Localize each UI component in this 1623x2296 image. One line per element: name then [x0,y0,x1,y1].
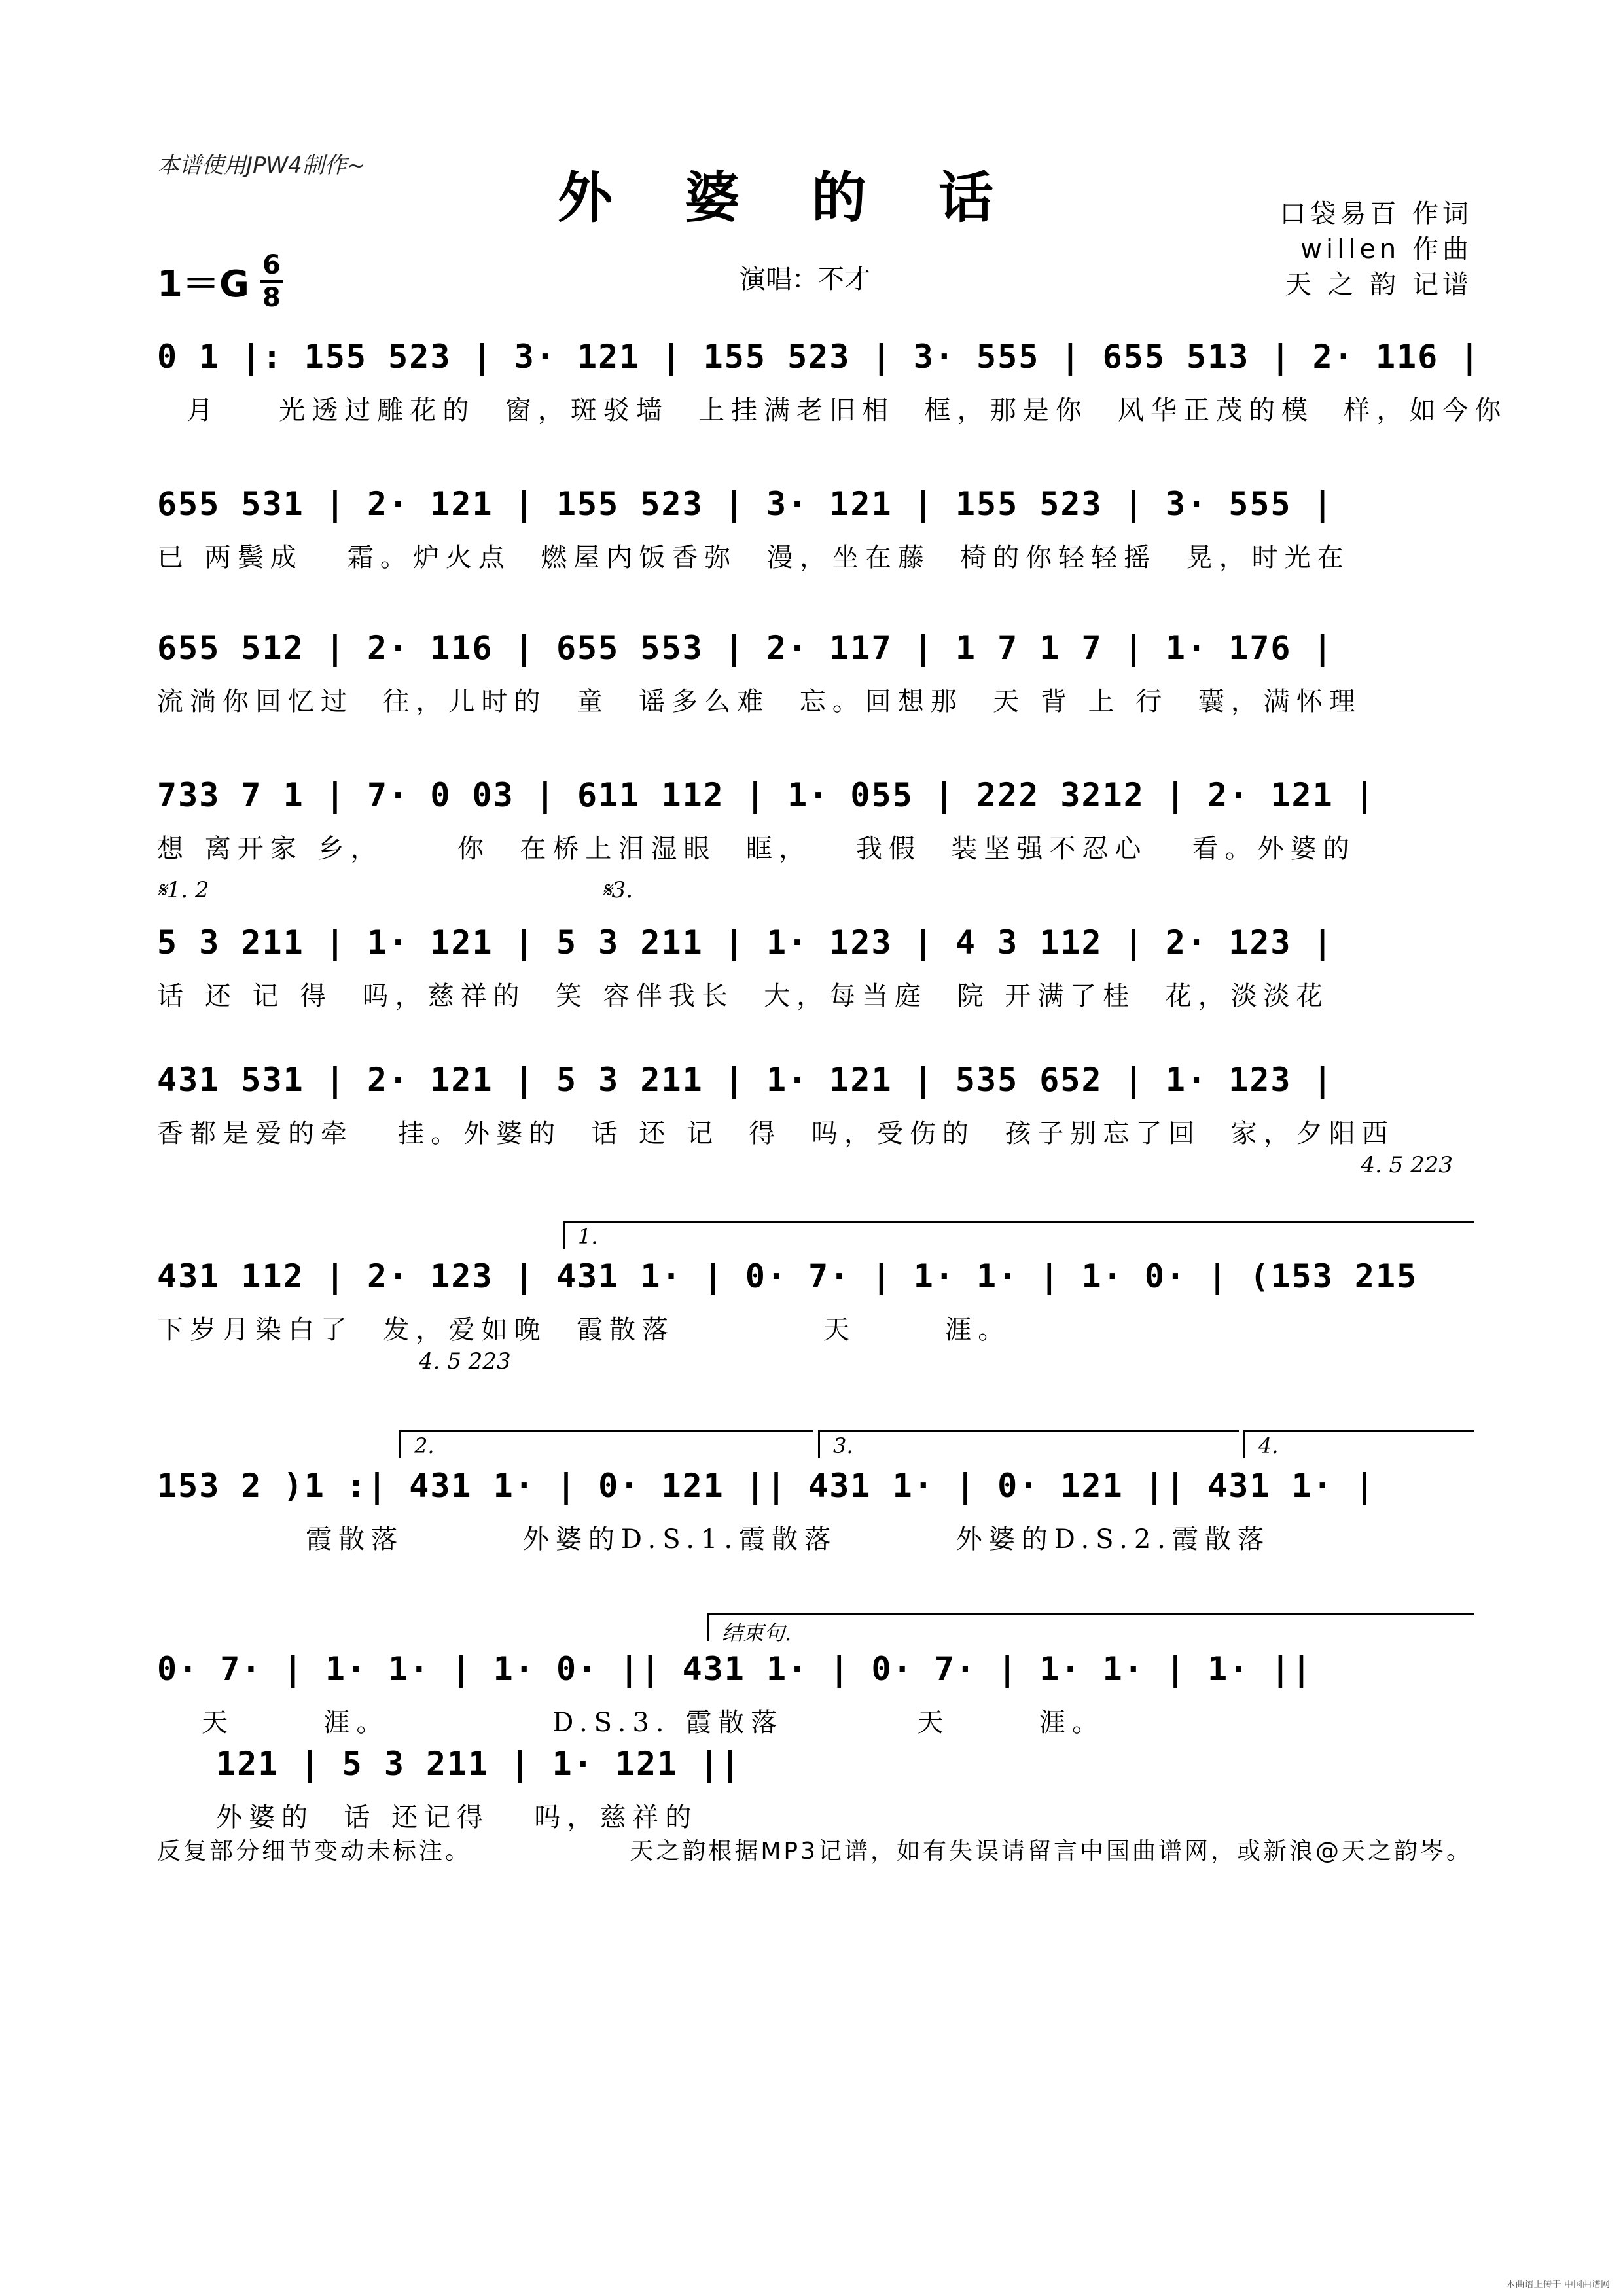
notes-line: 5 3 211 | 1· 121 | 5 3 211 | 1· 123 | 4 3 112 | 2· 123 | [157,924,1334,961]
credits [1279,196,1472,302]
watermark-text: 本曲谱上传于 中国曲谱网 [1506,2280,1610,2290]
alternate-notes: 4. 5 223 [1361,1152,1453,1178]
footer-note-left: 反复部分细节变动未标注。 [157,1838,472,1865]
notes-line: 121 | 5 3 211 | 1· 121 || [216,1745,741,1783]
alternate-notes: 4. 5 223 [419,1348,511,1374]
lyricist-credit: 口袋易百 作词 [1279,199,1472,229]
time-top: 6 [262,250,281,280]
lyrics-line: 霞散落 外婆的D.S.1.霞散落 外婆的D.S.2.霞散落 [157,1524,1271,1554]
score-system-7 [157,1224,1472,1374]
score-system-6 [157,1054,1472,1178]
key-label: 1＝G [157,263,249,306]
composer-credit: willen 作曲 [1300,234,1472,264]
volta-bracket-1: 1. [563,1221,1474,1249]
segno-mark-1: 𝄋1. 2 [157,877,209,903]
score-system-3 [157,622,1472,721]
score-system-8 [157,1433,1472,1559]
lyrics-line: 天 涯。 D.S.3. 霞散落 天 涯。 [157,1708,1105,1738]
score-system-9 [157,1621,1472,1742]
score-system-5 [157,877,1472,1016]
lyrics-line: 已 两鬓成 霜。炉火点 燃屋内饭香弥 漫，坐在藤 椅的你轻轻摇 晃，时光在 [157,543,1350,573]
transcriber-credit: 天 之 韵 记谱 [1285,270,1472,300]
lyrics-line: 下岁月染白了 发，爱如晚 霞散落 天 涯。 [157,1315,1011,1345]
notes-line: 431 112 | 2· 123 | 431 1· | 0· 7· | 1· 1· | 1· 0· | (153 215 [157,1257,1418,1295]
notes-line: 431 531 | 2· 121 | 5 3 211 | 1· 121 | 535 652 | 1· 123 | [157,1061,1334,1099]
notes-line: 655 531 | 2· 121 | 155 523 | 3· 121 | 155 523 | 3· 555 | [157,485,1334,523]
lyrics-line: 外婆的 话 还记得 吗，慈祥的 [216,1803,698,1833]
notes-line: 0· 7· | 1· 1· | 1· 0· || 431 1· | 0· 7· | 1· 1· | 1· || [157,1650,1313,1688]
score-system-10 [216,1738,740,1837]
lyrics-line: 月 光透过雕花的 窗，斑驳墙 上挂满老旧相 框，那是你 风华正茂的模 样，如今你 [157,395,1508,425]
volta-bracket-2: 2. [399,1430,813,1458]
notes-line: 655 512 | 2· 116 | 655 553 | 2· 117 | 1 7 1 7 | 1· 176 | [157,629,1334,667]
score-system-4 [157,769,1472,869]
notes-line: 733 7 1 | 7· 0 03 | 611 112 | 1· 055 | 222 3212 | 2· 121 | [157,776,1376,814]
ending-bracket: 结束句. [707,1613,1474,1641]
key-signature [157,252,283,311]
lyrics-line: 香都是爱的牵 挂。外婆的 话 还 记 得 吗，受伤的 孩子别忘了回 家，夕阳西 [157,1119,1395,1149]
segno-mark-2: 𝄋3. [602,877,633,903]
lyrics-line: 话 还 记 得 吗，慈祥的 笑 容伴我长 大，每当庭 院 开满了桂 花，淡淡花 [157,981,1329,1011]
lyrics-line: 流淌你回忆过 往，儿时的 童 谣多么难 忘。回想那 天 背 上 行 囊，满怀理 [157,687,1362,717]
notes-line: 153 2 )1 :| 431 1· | 0· 121 || 431 1· | 0· 121 || 431 1· | [157,1467,1376,1505]
score-system-2 [157,478,1472,577]
song-title: 外婆的话 [557,165,1065,230]
score-system-1 [157,331,1508,430]
volta-bracket-3: 3. [818,1430,1239,1458]
volta-bracket-4: 4. [1243,1430,1474,1458]
maker-note: 本谱使用JPW4制作~ [157,152,366,179]
time-bottom: 8 [262,283,281,313]
singer: 演唱：不才 [740,264,870,295]
lyrics-line: 想 离开家 乡， 你 在桥上泪湿眼 眶， 我假 装坚强不忍心 看。外婆的 [157,834,1356,864]
notes-line: 0 1 |: 155 523 | 3· 121 | 155 523 | 3· 555 | 655 513 | 2· 116 | [157,338,1481,376]
time-signature [260,252,283,311]
footer-note-right: 天之韵根据MP3记谱，如有失误请留言中国曲谱网，或新浪@天之韵岑。 [630,1838,1472,1865]
